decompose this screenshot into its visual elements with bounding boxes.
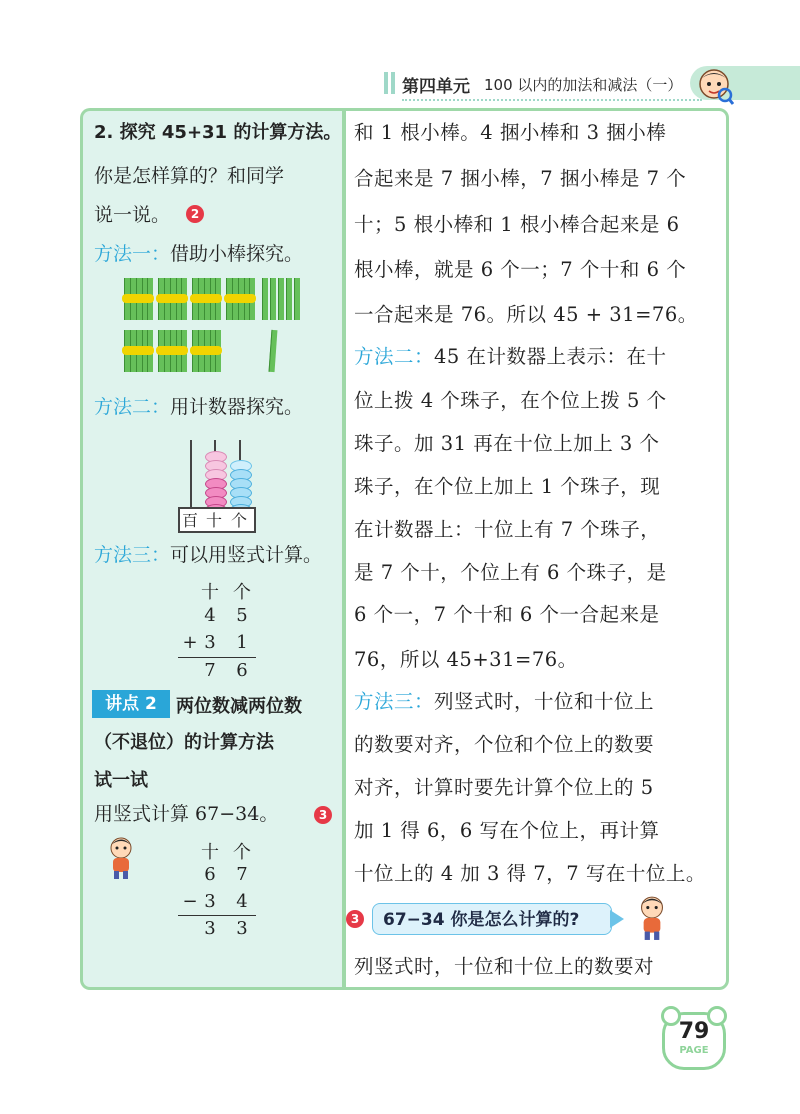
explain-line: 合起来是 7 捆小棒，7 捆小棒是 7 个 [354,167,687,190]
abacus-rod-hundreds [190,440,192,508]
key-point-badge: 讲点 2 [92,690,170,718]
method1-text: 借助小棒探究。 [170,243,304,265]
abacus-label-ones: 个 [231,511,248,530]
stick-bundle [124,278,152,320]
method3-explain-label: 方法三： [354,690,435,713]
method3-label: 方法三： [94,544,171,566]
key-point-title-1: 两位数减两位数 [176,696,302,717]
method2-explain-line: 珠子，在个位上加上 1 个珠子，现 [354,475,661,498]
method3-text: 可以用竖式计算。 [170,544,323,566]
single-stick [270,278,276,320]
try-text: 用竖式计算 67−34。 [94,803,279,825]
method3-explain-line: 加 1 得 6，6 写在个位上，再计算 [354,819,660,842]
method2-explain-text: 45 在计数器上表示：在十 [434,345,667,368]
boy-mascot-icon [104,836,138,880]
page-number: 79 [678,1019,710,1044]
bubble-tail [610,910,624,928]
col-head-ones: 个 [233,842,251,863]
single-stick [278,278,284,320]
method3-explain-line: 的数要对齐，个位和个位上的数要 [354,733,655,756]
explain-line: 十；5 根小棒和 1 根小棒合起来是 6 [354,213,680,236]
difference-ones: 3 [236,918,248,939]
difference-line [178,915,256,916]
panel-divider [342,108,346,990]
sum-ones: 6 [236,660,248,681]
method3-explain-line [354,690,654,714]
explain-line: 和 1 根小棒。4 捆小棒和 3 捆小棒 [354,121,667,144]
col-head-tens: 十 [201,582,219,603]
subtrahend-ones: 4 [236,891,248,912]
addend2-tens: 3 [204,632,216,653]
method2-label: 方法二： [94,396,171,418]
unit-label: 第四单元 [402,77,470,97]
stick-bundle [124,330,152,372]
sum-tens: 7 [204,660,216,681]
minuend-tens: 6 [204,864,216,885]
stick-bundle [192,330,220,372]
method3-line [94,543,322,567]
method2-explain-line: 是 7 个十，个位上有 6 个珠子，是 [354,561,667,584]
prompt-line-1: 你是怎样算的？和同学 [94,165,285,187]
method1-line [94,242,303,266]
sum-line [178,657,256,658]
plus-sign: + [182,632,198,653]
addend2-ones: 1 [236,632,248,653]
right-panel [343,108,729,990]
method2-line [94,395,303,419]
unit-title: 100 以内的加法和减法（一） [484,76,683,94]
single-stick [286,278,292,320]
page-badge [662,1012,726,1070]
method3-explain-line: 十位上的 4 加 3 得 7，7 写在十位上。 [354,862,706,885]
subtrahend-tens: 3 [204,891,216,912]
method3-explain-text: 列竖式时，十位和十位上 [434,690,655,713]
explain-line: 一合起来是 76。所以 45 + 31=76。 [354,303,698,326]
stick-bundle [192,278,220,320]
section-heading: 2. 探究 45+31 的计算方法。 [94,122,342,143]
stick-bundle [158,278,186,320]
addend1-tens: 4 [204,605,216,626]
method2-explain-label: 方法二： [354,345,435,368]
prompt-line-2: 说一说。 [94,204,171,226]
minuend-ones: 7 [236,864,248,885]
header-dotted-line [402,99,702,101]
key-point-title-2: （不退位）的计算方法 [94,732,274,753]
stick-bundle [158,330,186,372]
marker-3-icon: 3 [314,806,332,824]
answer-line: 列竖式时，十位和十位上的数要对 [354,955,655,978]
question-bubble: 67−34 你是怎么计算的? [372,903,612,935]
method2-explain-line [354,345,667,369]
method2-explain-line: 珠子。加 31 再在十位上加上 3 个 [354,432,660,455]
page-word: PAGE [679,1045,709,1056]
single-stick [262,278,268,320]
single-stick [294,278,300,320]
method2-explain-line: 6 个一，7 个十和 6 个一合起来是 [354,603,660,626]
try-title: 试一试 [94,770,148,791]
boy-mascot-icon [634,895,670,941]
method2-explain-line: 76，所以 45+31=76。 [354,648,578,671]
marker-2-icon: 2 [186,205,204,223]
addend1-ones: 5 [236,605,248,626]
method2-explain-line: 在计数器上：十位上有 7 个珠子， [354,518,661,541]
stick-bundle [226,278,254,320]
minus-sign: − [182,891,198,912]
method1-label: 方法一： [94,243,171,265]
abacus-label-tens: 十 [206,511,223,530]
method2-text: 用计数器探究。 [170,396,304,418]
method3-explain-line: 对齐，计算时要先计算个位上的 5 [354,776,654,799]
question-marker-icon: 3 [346,910,364,928]
method2-explain-line: 位上拨 4 个珠子，在个位上拨 5 个 [354,389,667,412]
mascot-magnifier-icon [694,66,734,106]
difference-tens: 3 [204,918,216,939]
abacus-label-hundreds: 百 [182,511,199,530]
col-head-ones: 个 [233,582,251,603]
col-head-tens: 十 [201,842,219,863]
explain-line: 根小棒，就是 6 个一；7 个十和 6 个 [354,258,687,281]
